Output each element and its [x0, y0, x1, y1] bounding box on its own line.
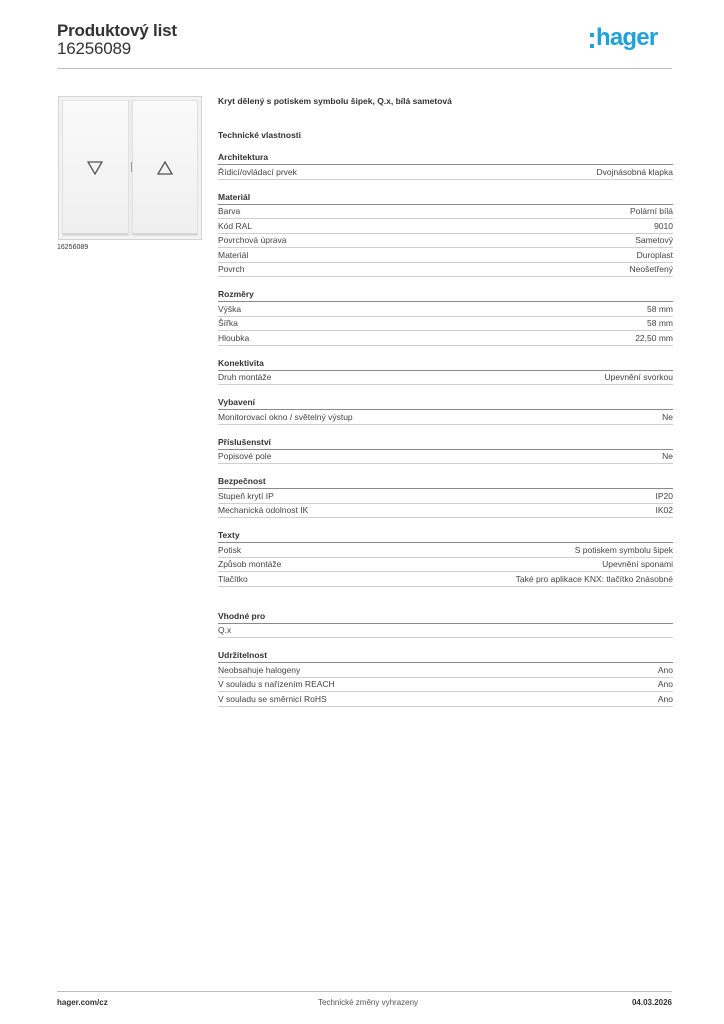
- spec-key: V souladu se směrnicí RoHS: [218, 693, 327, 704]
- spec-row: [218, 331, 673, 346]
- section-title: Konektivita: [218, 358, 673, 371]
- spec-key: Druh montáže: [218, 372, 272, 383]
- header-divider: [57, 68, 672, 69]
- section-title: Rozměry: [218, 289, 673, 302]
- spec-value: IP20: [655, 490, 673, 501]
- spec-key: Šířka: [218, 318, 238, 329]
- section-title: Architektura: [218, 152, 673, 165]
- spec-key: Stupeň krytí IP: [218, 490, 274, 501]
- spec-key: Q.x: [218, 625, 232, 636]
- spec-value: Upevnění sponami: [602, 559, 673, 570]
- spec-row: [218, 572, 673, 587]
- spec-row: [218, 234, 673, 249]
- spec-key: V souladu s nařízením REACH: [218, 679, 335, 690]
- spec-value: Sametový: [635, 235, 673, 246]
- hager-logo: [590, 24, 676, 56]
- footer-website: hager.com/cz: [57, 998, 108, 1007]
- spec-key: Tlačítko: [218, 573, 248, 584]
- spec-row: [218, 678, 673, 693]
- spec-section: [218, 289, 673, 346]
- switch-cover: [62, 100, 198, 236]
- spec-value: 58 mm: [647, 303, 673, 314]
- spec-value: Také pro aplikace KNX: tlačítko 2násobné: [515, 573, 673, 584]
- spec-key: Neobsahuje halogeny: [218, 664, 301, 675]
- rocker-right: [132, 100, 199, 236]
- spec-row: [218, 410, 673, 425]
- spec-sections: [218, 152, 673, 707]
- spec-row: [218, 504, 673, 519]
- spec-value: 22,50 mm: [635, 332, 673, 343]
- section-title: Udržitelnost: [218, 650, 673, 663]
- spec-value: Ano: [657, 664, 673, 675]
- section-title: Vhodné pro: [218, 611, 673, 624]
- product-image: [58, 96, 202, 240]
- spec-value: IK02: [655, 505, 673, 516]
- spec-row: [218, 219, 673, 234]
- spec-key: Barva: [218, 206, 241, 217]
- spec-row: [218, 450, 673, 465]
- spec-value: Upevnění svorkou: [604, 372, 673, 383]
- spec-value: Ano: [657, 693, 673, 704]
- spec-section: [218, 358, 673, 386]
- arrow-up-icon: [157, 161, 173, 175]
- footer-disclaimer: Technické změny vyhrazeny: [318, 998, 419, 1007]
- spec-row: [218, 317, 673, 332]
- spec-value: Dvojnásobná klapka: [596, 166, 673, 177]
- spec-row: [218, 543, 673, 558]
- spec-key: Materiál: [218, 249, 249, 260]
- tech-properties-title: Technické vlastnosti: [218, 130, 301, 140]
- spec-value: 9010: [654, 220, 673, 231]
- spec-key: Monitorovací okno / světelný výstup: [218, 411, 353, 422]
- spec-row: [218, 489, 673, 504]
- spec-key: Mechanická odolnost IK: [218, 505, 309, 516]
- spec-section: [218, 611, 673, 639]
- indicator-slot: [131, 162, 132, 172]
- section-title: Vybavení: [218, 397, 673, 410]
- product-number: 16256089: [57, 39, 132, 58]
- spec-section: [218, 530, 673, 587]
- section-title: Příslušenství: [218, 437, 673, 450]
- spec-value: S potiskem symbolu šipek: [574, 544, 673, 555]
- spec-row: [218, 263, 673, 278]
- spec-value: Polární bílá: [630, 206, 673, 217]
- spec-value: 58 mm: [647, 318, 673, 329]
- spec-row: [218, 302, 673, 317]
- spec-key: Povrchová úprava: [218, 235, 287, 246]
- spec-value: Neošetřený: [629, 264, 673, 275]
- spec-key: Způsob montáže: [218, 559, 282, 570]
- spec-key: Povrch: [218, 264, 245, 275]
- spec-section: [218, 650, 673, 707]
- spec-value: Ne: [662, 451, 673, 462]
- section-title: Materiál: [218, 192, 673, 205]
- logo-text: hager: [596, 24, 658, 51]
- spec-row: [218, 205, 673, 220]
- page-title: Produktový list: [57, 21, 177, 40]
- arrow-down-icon: [87, 161, 103, 175]
- spec-key: Výška: [218, 303, 242, 314]
- spec-section: [218, 437, 673, 465]
- spec-row: [218, 558, 673, 573]
- section-title: Bezpečnost: [218, 476, 673, 489]
- spec-value: Ano: [657, 679, 673, 690]
- spec-key: Hloubka: [218, 332, 250, 343]
- spec-row: [218, 371, 673, 386]
- spec-row: [218, 663, 673, 678]
- spec-key: Potisk: [218, 544, 242, 555]
- spec-key: Řídicí/ovládací prvek: [218, 166, 297, 177]
- spec-value: Duroplast: [636, 249, 673, 260]
- spec-section: [218, 152, 673, 180]
- image-caption: 16256089: [57, 244, 89, 251]
- spec-section: [218, 397, 673, 425]
- section-title: Texty: [218, 530, 673, 543]
- rocker-left: [62, 100, 129, 236]
- spec-row: [218, 692, 673, 707]
- logo-colon-icon: [590, 33, 594, 48]
- spec-key: Kód RAL: [218, 220, 253, 231]
- product-name: Kryt dělený s potiskem symbolu šipek, Q.x, bílá sametová: [218, 96, 452, 106]
- footer-date: 04.03.2026: [631, 998, 672, 1007]
- spec-row: [218, 248, 673, 263]
- spec-row: [218, 165, 673, 180]
- spec-section: [218, 476, 673, 518]
- spec-content: [218, 96, 673, 707]
- spec-key: Popisové pole: [218, 451, 272, 462]
- spec-row: [218, 624, 673, 639]
- footer-divider: [57, 991, 672, 992]
- spec-value: Ne: [662, 411, 673, 422]
- spec-section: [218, 192, 673, 278]
